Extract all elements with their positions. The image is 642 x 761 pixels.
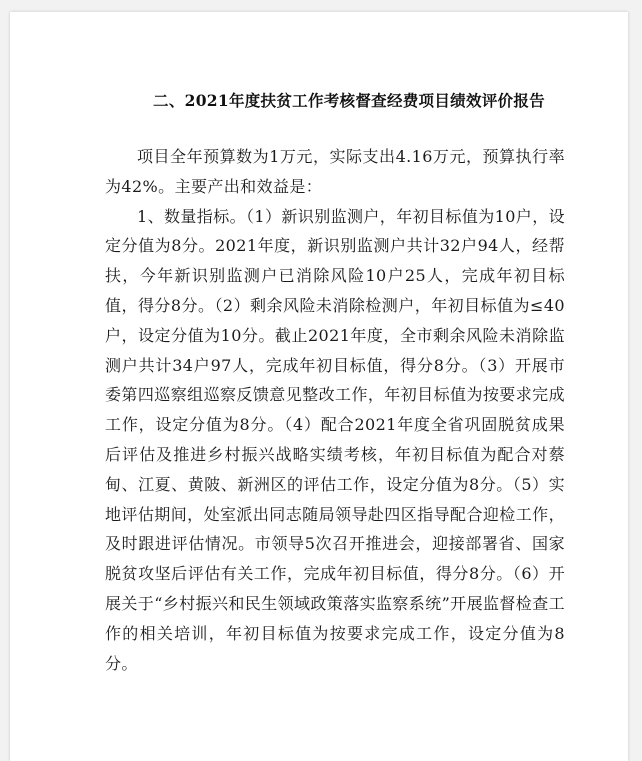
paragraph-quantity-indicators: 1、数量指标。（1）新识别监测户，年初目标值为10户，设定分值为8分。2021年度，新识别监测户共计32户94人，经帮扶，今年新识别监测户已消除风险10户25人，完成年初目标值，得分8分。（2）剩余风险未消除检测户，年初目标值为≤40户，设定分值为10分。截止2021年度，全市剩余风险未消除监测户共计34户97人，完成年初目标值，得分8分。（3）开展市委第四巡察组巡察反馈意见整改工作，年初目标值为按要求完成工作，设定分值为8分。（4）配合2021年度全省巩固脱贫成果后评估及推进乡村振兴战略实绩考核，年初目标值为配合对蔡甸、江夏、黄陂、新洲区的评估工作，设定分值为8分。（5）实地评估期间，处室派出同志随局领导赴四区指导配合迎检工作，及时跟进评估情况。市领导5次召开推进会，迎接部署省、国家脱贫攻坚后评估有关工作，完成年初目标值，得分8分。（6）开展关于“乡村振兴和民生领域政策落实监察系统”开展监督检查工作的相关培训，年初目标值为按要求完成工作，设定分值为8分。 (105, 206, 565, 673)
document-page (10, 12, 628, 761)
document-title: 二、2021年度扶贫工作考核督查经费项目绩效评价报告 (153, 91, 545, 110)
paragraph-budget-summary: 项目全年预算数为1万元，实际支出4.16万元，预算执行率为42%。主要产出和效益是： (105, 147, 565, 196)
document-body (105, 142, 565, 678)
